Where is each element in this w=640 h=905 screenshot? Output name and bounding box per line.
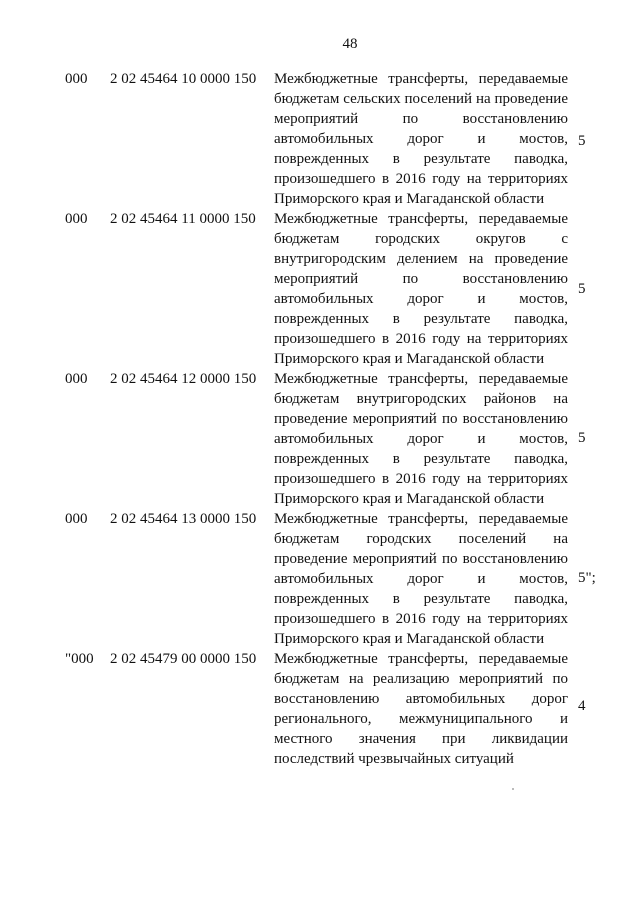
row-amount: 5 <box>578 133 586 149</box>
row-description: Межбюджетные трансферты, передаваемые бюджетам внутригородских районов на проведение мероприятий по восстановлению автомобильных дорог и мостов, поврежденных в результате паводка, произошедшего в 2016 году на территориях Приморского края и Магаданской области <box>274 371 568 507</box>
budget-classification-code: 2 02 45464 11 0000 150 <box>110 211 256 227</box>
row-description: Межбюджетные трансферты, передаваемые бюджетам сельских поселений на проведение мероприятий по восстановлению автомобильных дорог и мостов, поврежденных в результате паводка, произошедшего в 2016 году на территориях Приморского края и Магаданской области <box>274 71 568 207</box>
row-amount: 5"; <box>578 570 596 586</box>
admin-code: 000 <box>65 71 88 87</box>
admin-code: 000 <box>65 511 88 527</box>
row-description: Межбюджетные трансферты, передаваемые бюджетам городских поселений на проведение мероприятий по восстановлению автомобильных дорог и мостов, поврежденных в результате паводка, произошедшего в 2016 году на территориях Приморского края и Магаданской области <box>274 511 568 647</box>
row-amount: 5 <box>578 430 586 446</box>
row-amount: 4 <box>578 698 586 714</box>
page-number: 48 <box>342 36 358 52</box>
admin-code: 000 <box>65 371 88 387</box>
admin-code: "000 <box>65 651 94 667</box>
admin-code: 000 <box>65 211 88 227</box>
budget-classification-code: 2 02 45464 12 0000 150 <box>110 371 257 387</box>
row-description: Межбюджетные трансферты, передаваемые бюджетам на реализацию мероприятий по восстановлению автомобильных дорог регионального, межмуниципального и местного значения при ликвидации последствий чрезвычайных ситуаций <box>274 651 568 767</box>
row-amount: 5 <box>578 281 586 297</box>
budget-classification-code: 2 02 45479 00 0000 150 <box>110 651 257 667</box>
row-description: Межбюджетные трансферты, передаваемые бюджетам городских округов с внутригородским делением на проведение мероприятий по восстановлению автомобильных дорог и мостов, поврежденных в результате паводка, произошедшего в 2016 году на территориях Приморского края и Магаданской области <box>274 211 568 367</box>
budget-classification-code: 2 02 45464 13 0000 150 <box>110 511 257 527</box>
budget-classification-code: 2 02 45464 10 0000 150 <box>110 71 257 87</box>
scan-speck <box>512 788 514 790</box>
